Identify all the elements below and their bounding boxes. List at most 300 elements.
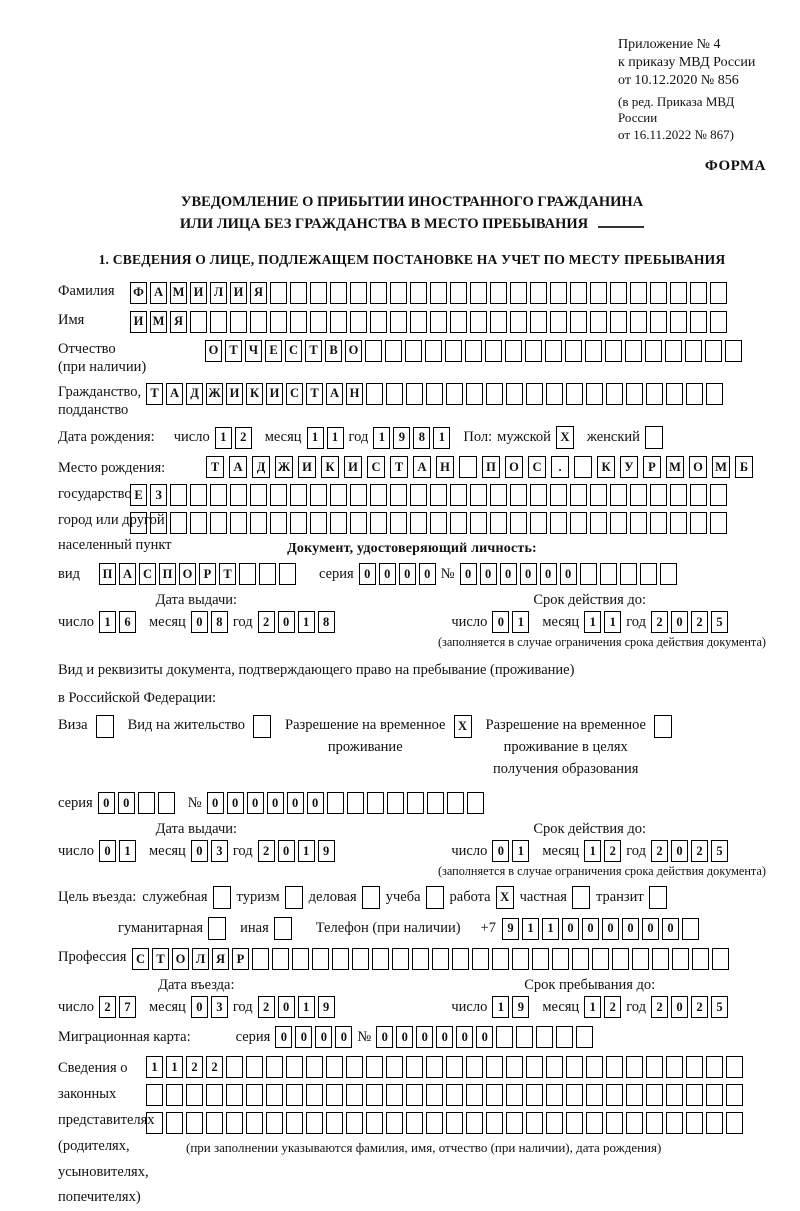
char-box[interactable]: Е bbox=[130, 484, 147, 506]
char-box[interactable] bbox=[552, 948, 569, 970]
char-box[interactable]: П bbox=[99, 563, 116, 585]
char-box[interactable]: 1 bbox=[604, 611, 621, 633]
char-box[interactable]: 1 bbox=[584, 611, 601, 633]
char-box[interactable] bbox=[426, 383, 443, 405]
char-box[interactable]: С bbox=[139, 563, 156, 585]
char-box[interactable]: Ж bbox=[206, 383, 223, 405]
char-box[interactable] bbox=[450, 512, 467, 534]
char-box[interactable] bbox=[670, 282, 687, 304]
char-box[interactable] bbox=[467, 792, 484, 814]
char-box[interactable]: 1 bbox=[146, 1056, 163, 1078]
char-box[interactable] bbox=[670, 484, 687, 506]
char-box[interactable] bbox=[259, 563, 276, 585]
char-box[interactable] bbox=[630, 311, 647, 333]
char-box[interactable]: 0 bbox=[99, 840, 116, 862]
char-box[interactable] bbox=[510, 282, 527, 304]
char-box[interactable]: О bbox=[689, 456, 707, 478]
char-box[interactable] bbox=[572, 948, 589, 970]
char-box[interactable] bbox=[386, 1084, 403, 1106]
char-box[interactable]: 1 bbox=[373, 427, 390, 449]
char-box[interactable] bbox=[350, 512, 367, 534]
char-box[interactable] bbox=[546, 1084, 563, 1106]
char-box[interactable]: О bbox=[505, 456, 523, 478]
char-box[interactable] bbox=[96, 715, 114, 738]
char-box[interactable] bbox=[230, 512, 247, 534]
char-box[interactable] bbox=[580, 563, 597, 585]
char-box[interactable] bbox=[626, 1084, 643, 1106]
char-box[interactable]: К bbox=[246, 383, 263, 405]
char-box[interactable]: 2 bbox=[651, 996, 668, 1018]
char-box[interactable] bbox=[210, 311, 227, 333]
char-box[interactable] bbox=[710, 484, 727, 506]
char-box[interactable] bbox=[330, 512, 347, 534]
char-box[interactable] bbox=[372, 948, 389, 970]
char-box[interactable] bbox=[606, 383, 623, 405]
char-box[interactable] bbox=[605, 340, 622, 362]
char-box[interactable]: Д bbox=[252, 456, 270, 478]
char-box[interactable]: 2 bbox=[99, 996, 116, 1018]
char-box[interactable]: Р bbox=[199, 563, 216, 585]
char-box[interactable]: 0 bbox=[295, 1026, 312, 1048]
char-box[interactable]: 1 bbox=[298, 840, 315, 862]
char-box[interactable]: 9 bbox=[318, 996, 335, 1018]
char-box[interactable]: 2 bbox=[206, 1056, 223, 1078]
char-box[interactable] bbox=[405, 340, 422, 362]
char-box[interactable]: 0 bbox=[436, 1026, 453, 1048]
char-box[interactable]: И bbox=[230, 282, 247, 304]
char-box[interactable]: 2 bbox=[258, 996, 275, 1018]
char-box[interactable] bbox=[470, 282, 487, 304]
char-box[interactable]: X bbox=[454, 715, 472, 738]
char-box[interactable]: 0 bbox=[287, 792, 304, 814]
char-box[interactable]: 3 bbox=[211, 840, 228, 862]
char-box[interactable] bbox=[586, 1112, 603, 1134]
char-box[interactable] bbox=[470, 311, 487, 333]
char-box[interactable]: 8 bbox=[413, 427, 430, 449]
char-box[interactable]: 9 bbox=[502, 918, 519, 940]
char-box[interactable] bbox=[706, 1056, 723, 1078]
char-box[interactable]: 0 bbox=[207, 792, 224, 814]
char-box[interactable] bbox=[186, 1112, 203, 1134]
char-box[interactable] bbox=[365, 340, 382, 362]
char-box[interactable] bbox=[446, 1056, 463, 1078]
char-box[interactable] bbox=[574, 456, 592, 478]
char-box[interactable] bbox=[390, 282, 407, 304]
char-box[interactable] bbox=[666, 1056, 683, 1078]
char-box[interactable]: Т bbox=[219, 563, 236, 585]
char-box[interactable] bbox=[430, 512, 447, 534]
char-box[interactable] bbox=[530, 484, 547, 506]
char-box[interactable]: 1 bbox=[298, 996, 315, 1018]
char-box[interactable] bbox=[610, 512, 627, 534]
char-box[interactable] bbox=[466, 1084, 483, 1106]
char-box[interactable] bbox=[649, 886, 667, 909]
char-box[interactable] bbox=[208, 917, 226, 940]
char-box[interactable]: П bbox=[482, 456, 500, 478]
char-box[interactable] bbox=[270, 484, 287, 506]
char-box[interactable] bbox=[432, 948, 449, 970]
char-box[interactable] bbox=[546, 1056, 563, 1078]
char-box[interactable]: 0 bbox=[307, 792, 324, 814]
char-box[interactable] bbox=[670, 512, 687, 534]
char-box[interactable]: 1 bbox=[307, 427, 324, 449]
char-box[interactable] bbox=[166, 1084, 183, 1106]
char-box[interactable] bbox=[512, 948, 529, 970]
char-box[interactable] bbox=[366, 1084, 383, 1106]
char-box[interactable]: Т bbox=[305, 340, 322, 362]
char-box[interactable]: 2 bbox=[258, 840, 275, 862]
char-box[interactable] bbox=[310, 512, 327, 534]
char-box[interactable]: 1 bbox=[522, 918, 539, 940]
char-box[interactable] bbox=[447, 792, 464, 814]
char-box[interactable] bbox=[246, 1112, 263, 1134]
char-box[interactable] bbox=[306, 1112, 323, 1134]
char-box[interactable]: С bbox=[528, 456, 546, 478]
char-box[interactable] bbox=[690, 311, 707, 333]
char-box[interactable]: К bbox=[597, 456, 615, 478]
char-box[interactable] bbox=[630, 484, 647, 506]
char-box[interactable] bbox=[410, 512, 427, 534]
char-box[interactable]: 0 bbox=[419, 563, 436, 585]
char-box[interactable] bbox=[430, 484, 447, 506]
char-box[interactable] bbox=[650, 512, 667, 534]
char-box[interactable] bbox=[390, 512, 407, 534]
char-box[interactable] bbox=[710, 282, 727, 304]
char-box[interactable] bbox=[312, 948, 329, 970]
char-box[interactable]: М bbox=[170, 282, 187, 304]
char-box[interactable] bbox=[285, 886, 303, 909]
char-box[interactable]: 0 bbox=[480, 563, 497, 585]
char-box[interactable] bbox=[250, 512, 267, 534]
char-box[interactable]: 0 bbox=[359, 563, 376, 585]
char-box[interactable] bbox=[646, 1112, 663, 1134]
char-box[interactable]: 2 bbox=[186, 1056, 203, 1078]
char-box[interactable]: 2 bbox=[235, 427, 252, 449]
char-box[interactable] bbox=[670, 311, 687, 333]
char-box[interactable]: А bbox=[119, 563, 136, 585]
char-box[interactable]: Т bbox=[306, 383, 323, 405]
char-box[interactable] bbox=[620, 563, 637, 585]
char-box[interactable]: 0 bbox=[399, 563, 416, 585]
char-box[interactable]: 1 bbox=[512, 840, 529, 862]
char-box[interactable] bbox=[446, 1084, 463, 1106]
char-box[interactable]: И bbox=[266, 383, 283, 405]
char-box[interactable]: 0 bbox=[460, 563, 477, 585]
char-box[interactable] bbox=[590, 512, 607, 534]
char-box[interactable]: 0 bbox=[118, 792, 135, 814]
char-box[interactable]: А bbox=[326, 383, 343, 405]
char-box[interactable]: 0 bbox=[379, 563, 396, 585]
char-box[interactable]: 8 bbox=[318, 611, 335, 633]
char-box[interactable]: X bbox=[496, 886, 514, 909]
char-box[interactable] bbox=[710, 311, 727, 333]
char-box[interactable]: 1 bbox=[119, 840, 136, 862]
char-box[interactable] bbox=[710, 512, 727, 534]
char-box[interactable] bbox=[270, 512, 287, 534]
char-box[interactable] bbox=[650, 484, 667, 506]
char-box[interactable] bbox=[510, 311, 527, 333]
char-box[interactable]: Я bbox=[170, 311, 187, 333]
char-box[interactable] bbox=[406, 1112, 423, 1134]
char-box[interactable] bbox=[470, 484, 487, 506]
char-box[interactable]: 0 bbox=[582, 918, 599, 940]
char-box[interactable]: М bbox=[666, 456, 684, 478]
char-box[interactable]: У bbox=[620, 456, 638, 478]
char-box[interactable] bbox=[426, 886, 444, 909]
char-box[interactable] bbox=[725, 340, 742, 362]
char-box[interactable] bbox=[505, 340, 522, 362]
char-box[interactable]: 0 bbox=[335, 1026, 352, 1048]
char-box[interactable] bbox=[366, 1112, 383, 1134]
char-box[interactable] bbox=[346, 1056, 363, 1078]
char-box[interactable] bbox=[652, 948, 669, 970]
char-box[interactable] bbox=[546, 383, 563, 405]
char-box[interactable]: 0 bbox=[227, 792, 244, 814]
char-box[interactable]: С bbox=[286, 383, 303, 405]
char-box[interactable]: 1 bbox=[542, 918, 559, 940]
char-box[interactable]: 9 bbox=[318, 840, 335, 862]
char-box[interactable] bbox=[682, 918, 699, 940]
char-box[interactable] bbox=[246, 1056, 263, 1078]
char-box[interactable]: 0 bbox=[278, 996, 295, 1018]
char-box[interactable] bbox=[610, 484, 627, 506]
char-box[interactable] bbox=[666, 383, 683, 405]
char-box[interactable] bbox=[510, 484, 527, 506]
char-box[interactable]: 0 bbox=[191, 611, 208, 633]
char-box[interactable] bbox=[640, 563, 657, 585]
char-box[interactable] bbox=[386, 1112, 403, 1134]
char-box[interactable] bbox=[646, 1056, 663, 1078]
char-box[interactable]: М bbox=[150, 311, 167, 333]
char-box[interactable] bbox=[646, 1084, 663, 1106]
char-box[interactable] bbox=[306, 1056, 323, 1078]
char-box[interactable]: Ч bbox=[245, 340, 262, 362]
char-box[interactable] bbox=[406, 1056, 423, 1078]
char-box[interactable]: 1 bbox=[584, 840, 601, 862]
char-box[interactable]: 1 bbox=[492, 996, 509, 1018]
char-box[interactable] bbox=[239, 563, 256, 585]
char-box[interactable]: 1 bbox=[512, 611, 529, 633]
char-box[interactable]: 9 bbox=[393, 427, 410, 449]
char-box[interactable] bbox=[546, 1112, 563, 1134]
char-box[interactable] bbox=[270, 282, 287, 304]
char-box[interactable] bbox=[425, 340, 442, 362]
char-box[interactable] bbox=[465, 340, 482, 362]
char-box[interactable]: И bbox=[344, 456, 362, 478]
char-box[interactable] bbox=[253, 715, 271, 738]
char-box[interactable]: 0 bbox=[416, 1026, 433, 1048]
char-box[interactable] bbox=[250, 311, 267, 333]
char-box[interactable]: 5 bbox=[711, 840, 728, 862]
char-box[interactable] bbox=[530, 282, 547, 304]
char-box[interactable] bbox=[630, 512, 647, 534]
char-box[interactable] bbox=[352, 948, 369, 970]
char-box[interactable] bbox=[279, 563, 296, 585]
char-box[interactable] bbox=[450, 484, 467, 506]
char-box[interactable]: 2 bbox=[691, 840, 708, 862]
char-box[interactable] bbox=[406, 383, 423, 405]
char-box[interactable] bbox=[706, 1112, 723, 1134]
char-box[interactable]: Ж bbox=[275, 456, 293, 478]
char-box[interactable]: 0 bbox=[662, 918, 679, 940]
char-box[interactable]: Я bbox=[212, 948, 229, 970]
char-box[interactable] bbox=[367, 792, 384, 814]
char-box[interactable] bbox=[412, 948, 429, 970]
char-box[interactable] bbox=[445, 340, 462, 362]
char-box[interactable] bbox=[190, 512, 207, 534]
char-box[interactable] bbox=[486, 383, 503, 405]
char-box[interactable]: 0 bbox=[315, 1026, 332, 1048]
char-box[interactable]: Я bbox=[250, 282, 267, 304]
char-box[interactable]: 2 bbox=[691, 996, 708, 1018]
char-box[interactable] bbox=[654, 715, 672, 738]
char-box[interactable] bbox=[290, 282, 307, 304]
char-box[interactable] bbox=[390, 311, 407, 333]
char-box[interactable] bbox=[726, 1084, 743, 1106]
char-box[interactable] bbox=[286, 1084, 303, 1106]
char-box[interactable] bbox=[446, 383, 463, 405]
char-box[interactable]: 0 bbox=[247, 792, 264, 814]
char-box[interactable] bbox=[530, 311, 547, 333]
char-box[interactable]: 2 bbox=[651, 840, 668, 862]
char-box[interactable] bbox=[525, 340, 542, 362]
char-box[interactable] bbox=[506, 1056, 523, 1078]
char-box[interactable]: 1 bbox=[584, 996, 601, 1018]
char-box[interactable] bbox=[646, 383, 663, 405]
char-box[interactable]: 0 bbox=[275, 1026, 292, 1048]
char-box[interactable] bbox=[570, 512, 587, 534]
char-box[interactable]: 0 bbox=[278, 840, 295, 862]
char-box[interactable] bbox=[585, 340, 602, 362]
char-box[interactable] bbox=[530, 512, 547, 534]
char-box[interactable] bbox=[326, 1084, 343, 1106]
char-box[interactable] bbox=[570, 282, 587, 304]
char-box[interactable] bbox=[496, 1026, 513, 1048]
char-box[interactable] bbox=[566, 383, 583, 405]
char-box[interactable] bbox=[138, 792, 155, 814]
char-box[interactable] bbox=[526, 383, 543, 405]
char-box[interactable] bbox=[226, 1112, 243, 1134]
char-box[interactable] bbox=[350, 484, 367, 506]
char-box[interactable] bbox=[686, 1084, 703, 1106]
char-box[interactable] bbox=[330, 311, 347, 333]
char-box[interactable]: Р bbox=[232, 948, 249, 970]
char-box[interactable] bbox=[230, 484, 247, 506]
char-box[interactable] bbox=[550, 484, 567, 506]
char-box[interactable] bbox=[550, 311, 567, 333]
char-box[interactable] bbox=[330, 282, 347, 304]
char-box[interactable]: 0 bbox=[671, 996, 688, 1018]
char-box[interactable] bbox=[626, 1056, 643, 1078]
char-box[interactable] bbox=[510, 512, 527, 534]
char-box[interactable] bbox=[632, 948, 649, 970]
char-box[interactable] bbox=[590, 484, 607, 506]
char-box[interactable]: 2 bbox=[258, 611, 275, 633]
char-box[interactable]: Т bbox=[152, 948, 169, 970]
char-box[interactable] bbox=[600, 563, 617, 585]
char-box[interactable] bbox=[586, 1084, 603, 1106]
char-box[interactable] bbox=[690, 282, 707, 304]
char-box[interactable]: 2 bbox=[604, 996, 621, 1018]
char-box[interactable] bbox=[726, 1112, 743, 1134]
char-box[interactable] bbox=[350, 282, 367, 304]
char-box[interactable]: . bbox=[551, 456, 569, 478]
char-box[interactable] bbox=[485, 340, 502, 362]
char-box[interactable]: Т bbox=[206, 456, 224, 478]
char-box[interactable] bbox=[426, 1084, 443, 1106]
char-box[interactable] bbox=[290, 311, 307, 333]
char-box[interactable] bbox=[606, 1112, 623, 1134]
char-box[interactable] bbox=[690, 484, 707, 506]
char-box[interactable]: С bbox=[132, 948, 149, 970]
char-box[interactable]: 0 bbox=[278, 611, 295, 633]
char-box[interactable] bbox=[250, 484, 267, 506]
char-box[interactable] bbox=[266, 1056, 283, 1078]
char-box[interactable]: 0 bbox=[267, 792, 284, 814]
char-box[interactable] bbox=[310, 311, 327, 333]
char-box[interactable]: Л bbox=[192, 948, 209, 970]
char-box[interactable] bbox=[490, 311, 507, 333]
char-box[interactable] bbox=[506, 1084, 523, 1106]
char-box[interactable]: 6 bbox=[119, 611, 136, 633]
char-box[interactable]: М bbox=[712, 456, 730, 478]
char-box[interactable] bbox=[526, 1084, 543, 1106]
char-box[interactable]: И bbox=[130, 311, 147, 333]
char-box[interactable] bbox=[486, 1084, 503, 1106]
char-box[interactable] bbox=[660, 563, 677, 585]
char-box[interactable]: Ф bbox=[130, 282, 147, 304]
char-box[interactable]: 2 bbox=[604, 840, 621, 862]
char-box[interactable] bbox=[650, 311, 667, 333]
char-box[interactable] bbox=[452, 948, 469, 970]
char-box[interactable] bbox=[385, 340, 402, 362]
char-box[interactable]: 2 bbox=[651, 611, 668, 633]
char-box[interactable] bbox=[370, 282, 387, 304]
char-box[interactable]: Л bbox=[210, 282, 227, 304]
char-box[interactable] bbox=[645, 340, 662, 362]
char-box[interactable]: 1 bbox=[298, 611, 315, 633]
char-box[interactable] bbox=[666, 1084, 683, 1106]
char-box[interactable]: 0 bbox=[476, 1026, 493, 1048]
char-box[interactable] bbox=[545, 340, 562, 362]
char-box[interactable]: 0 bbox=[622, 918, 639, 940]
char-box[interactable]: X bbox=[556, 426, 574, 449]
char-box[interactable] bbox=[466, 1056, 483, 1078]
char-box[interactable] bbox=[692, 948, 709, 970]
char-box[interactable]: 1 bbox=[166, 1056, 183, 1078]
char-box[interactable] bbox=[706, 1084, 723, 1106]
char-box[interactable]: 0 bbox=[98, 792, 115, 814]
char-box[interactable]: Т bbox=[146, 383, 163, 405]
char-box[interactable] bbox=[706, 383, 723, 405]
char-box[interactable] bbox=[392, 948, 409, 970]
char-box[interactable] bbox=[326, 1056, 343, 1078]
char-box[interactable] bbox=[290, 512, 307, 534]
char-box[interactable] bbox=[213, 886, 231, 909]
char-box[interactable]: 0 bbox=[376, 1026, 393, 1048]
char-box[interactable]: 0 bbox=[500, 563, 517, 585]
char-box[interactable] bbox=[612, 948, 629, 970]
char-box[interactable] bbox=[566, 1112, 583, 1134]
char-box[interactable] bbox=[266, 1084, 283, 1106]
char-box[interactable] bbox=[506, 1112, 523, 1134]
char-box[interactable] bbox=[565, 340, 582, 362]
char-box[interactable]: О bbox=[205, 340, 222, 362]
char-box[interactable] bbox=[252, 948, 269, 970]
char-box[interactable] bbox=[190, 311, 207, 333]
char-box[interactable] bbox=[166, 1112, 183, 1134]
char-box[interactable] bbox=[230, 311, 247, 333]
